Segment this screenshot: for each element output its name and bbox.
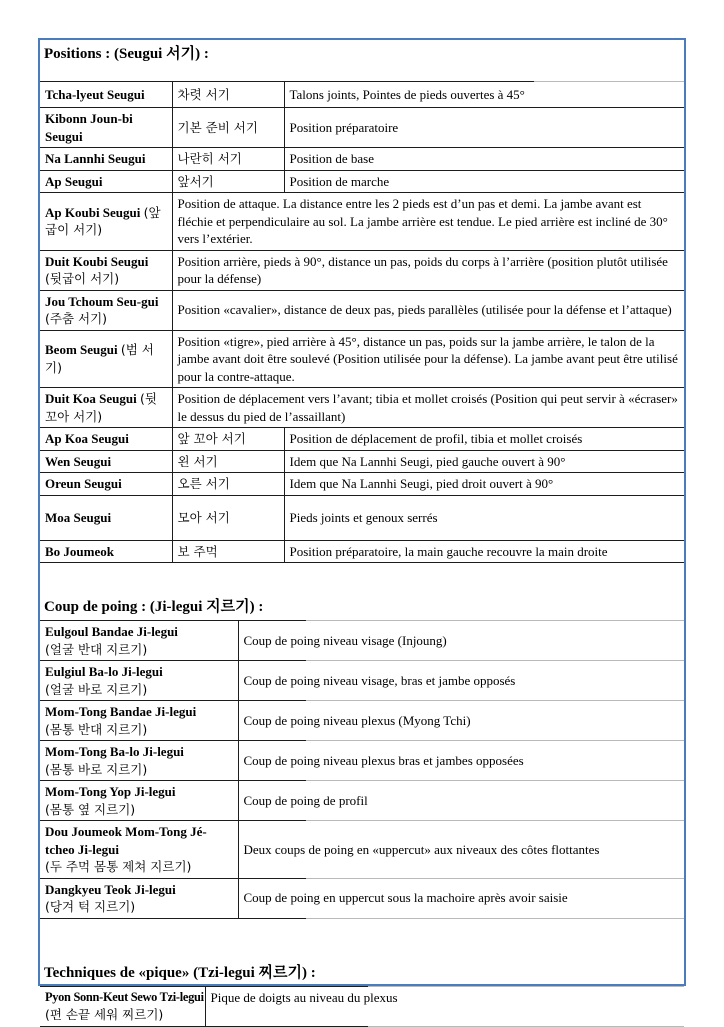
term-cell xyxy=(40,781,238,821)
term-description: Position «tigre», pied arrière à 45°, distance un pas, poids sur la jambe arrière, le talon de la jambe avant doit être soulevé (Position utilisée pour la défense). La jambe avant peut être utilisé pour la contre-attaque. xyxy=(177,333,678,384)
term-cell xyxy=(40,540,172,563)
term-korean: (얼굴 바로 지르기) xyxy=(45,681,148,697)
term-korean: 앞서기 xyxy=(177,173,214,189)
term-korean: 왼 서기 xyxy=(177,453,218,469)
term-description: Coup de poing de profil xyxy=(243,792,368,808)
korean-cell xyxy=(172,428,284,451)
punches-table-body xyxy=(40,621,684,919)
description-cell xyxy=(284,82,684,108)
term-korean: (범 서기) xyxy=(45,342,154,375)
term-name: Pyon Sonn-Keut Sewo Tzi-legui xyxy=(45,989,204,1004)
term-name: Mom-Tong Yop Ji-legui xyxy=(45,784,176,799)
term-cell xyxy=(40,108,172,148)
term-cell xyxy=(40,986,205,1026)
description-cell xyxy=(172,388,684,428)
term-cell xyxy=(40,621,238,661)
term-cell xyxy=(40,495,172,540)
punches-table xyxy=(40,620,684,919)
term-cell xyxy=(40,701,238,741)
term-korean: 기본 준비 서기 xyxy=(177,119,258,135)
section-title-spearhand: Techniques de «pique» (Tzi-legui 찌르기) : xyxy=(44,964,316,981)
term-cell xyxy=(40,82,172,108)
korean-cell xyxy=(172,82,284,108)
korean-cell xyxy=(172,540,284,563)
description-cell xyxy=(284,473,684,496)
table-row xyxy=(40,108,684,148)
term-name: Oreun Seugui xyxy=(45,476,122,491)
term-description: Pique de doigts au niveau du plexus xyxy=(210,989,398,1005)
term-description: Position préparatoire, la main gauche recouvre la main droite xyxy=(289,543,608,559)
description-cell xyxy=(172,330,684,388)
korean-cell xyxy=(172,148,284,171)
term-korean: 나란히 서기 xyxy=(177,151,242,166)
table-row xyxy=(40,250,684,290)
korean-cell xyxy=(172,108,284,148)
term-korean: (몸통 옆 지르기) xyxy=(45,801,136,817)
description-cell xyxy=(284,170,684,193)
description-cell xyxy=(238,821,684,879)
term-korean: 보 주먹 xyxy=(177,543,218,559)
description-cell xyxy=(284,450,684,473)
term-name: Kibonn Joun-bi Seugui xyxy=(45,111,133,144)
description-cell xyxy=(205,986,684,1026)
term-description: Position de déplacement de profil, tibia et mollet croisés xyxy=(289,431,583,446)
term-description: Position de marche xyxy=(289,173,390,189)
term-description: Position arrière, pieds à 90°, distance un pas, poids du corps à l’arrière (position plutôt utilisée pour la défense) xyxy=(177,253,668,286)
term-cell xyxy=(40,661,238,701)
description-cell xyxy=(238,701,684,741)
korean-cell xyxy=(172,473,284,496)
term-name: Eulgoul Bandae Ji-legui xyxy=(45,624,178,639)
korean-cell xyxy=(172,170,284,193)
table-row xyxy=(40,821,684,879)
term-description: Coup de poing niveau visage (Injoung) xyxy=(243,632,447,648)
term-cell xyxy=(40,741,238,781)
term-korean: 앞 꼬아 서기 xyxy=(177,431,246,446)
description-cell xyxy=(238,741,684,781)
term-description: Position de base xyxy=(289,151,374,166)
term-name: Bo Joumeok xyxy=(45,543,114,559)
term-korean: (앞굽이 서기) xyxy=(45,204,161,238)
table-row xyxy=(40,661,684,701)
term-name: Duit Koa Seugui xyxy=(45,391,137,406)
term-name: Dangkyeu Teok Ji-legui xyxy=(45,881,176,897)
term-cell xyxy=(40,170,172,193)
term-name: Ap Seugui xyxy=(45,173,103,189)
term-cell xyxy=(40,450,172,473)
term-cell xyxy=(40,388,172,428)
term-name: Ap Koubi Seugui xyxy=(45,204,141,220)
description-cell xyxy=(238,621,684,661)
term-name: Ap Koa Seugui xyxy=(45,431,129,446)
table-row xyxy=(40,701,684,741)
term-korean: 오른 서기 xyxy=(177,476,230,491)
term-cell xyxy=(40,250,172,290)
term-korean: 모아 서기 xyxy=(177,509,230,525)
document-frame xyxy=(38,38,686,1022)
korean-cell xyxy=(172,450,284,473)
table-row xyxy=(40,495,684,540)
table-row xyxy=(40,450,684,473)
table-row xyxy=(40,741,684,781)
term-korean: (주춤 서기) xyxy=(45,311,108,326)
description-cell xyxy=(284,540,684,563)
table-row xyxy=(40,193,684,251)
term-cell xyxy=(40,821,238,879)
term-korean: (뒷 꼬아 서기) xyxy=(45,391,157,424)
term-name: Wen Seugui xyxy=(45,453,112,469)
term-cell xyxy=(40,148,172,171)
term-description: Talons joints, Pointes de pieds ouvertes à 45° xyxy=(289,86,525,102)
description-cell xyxy=(284,108,684,148)
section-title-positions: Positions : (Seugui 서기) : xyxy=(44,46,209,62)
term-description: Position de attaque. La distance entre les 2 pieds est d’un pas et demi. La jambe avant est fléchie et perpendiculaire au sol. La jambe arrière est tendue. Le pied arrière est incliné de 30° vers l’extérier. xyxy=(177,196,668,246)
term-name: Duit Koubi Seugui xyxy=(45,253,149,269)
term-description: Pieds joints et genoux serrés xyxy=(289,509,438,525)
term-description: Idem que Na Lannhi Seugi, pied gauche ouvert à 90° xyxy=(289,453,566,469)
table-row xyxy=(40,330,684,388)
term-cell xyxy=(40,473,172,496)
description-cell xyxy=(238,781,684,821)
positions-table xyxy=(40,81,684,563)
table-row xyxy=(40,781,684,821)
table-row xyxy=(40,428,684,451)
term-cell xyxy=(40,290,172,330)
term-description: Coup de poing niveau plexus (Myong Tchi) xyxy=(243,712,471,728)
table-row xyxy=(40,878,684,918)
term-korean: (몸통 반대 지르기) xyxy=(45,721,148,737)
term-korean: (몸통 바로 지르기) xyxy=(45,761,148,777)
korean-cell xyxy=(172,495,284,540)
term-description: Position de déplacement vers l’avant; tibia et mollet croisés (Position qui peut servir à «écraser» le dessus du pied de l’assaillant) xyxy=(177,391,678,424)
term-korean: (얼굴 반대 지르기) xyxy=(45,641,148,657)
table-row xyxy=(40,148,684,171)
spearhand-table xyxy=(40,986,684,1027)
term-name: Mom-Tong Bandae Ji-legui xyxy=(45,704,197,719)
term-name: Na Lannhi Seugui xyxy=(45,151,146,166)
term-name: Mom-Tong Ba-lo Ji-legui xyxy=(45,744,184,759)
description-cell xyxy=(238,661,684,701)
table-row xyxy=(40,473,684,496)
term-korean: (편 손끝 세워 찌르기) xyxy=(45,1007,164,1022)
term-korean: (당겨 턱 지르기) xyxy=(45,899,136,914)
description-cell xyxy=(172,250,684,290)
description-cell xyxy=(284,495,684,540)
term-name: Eulgiul Ba-lo Ji-legui xyxy=(45,664,163,679)
term-description: Coup de poing niveau visage, bras et jambe opposés xyxy=(243,672,516,688)
description-cell xyxy=(172,290,684,330)
spearhand-table-body xyxy=(40,986,684,1026)
term-description: Position «cavalier», distance de deux pas, pieds parallèles (utilisée pour la défense et l’attaque) xyxy=(177,302,672,318)
table-row xyxy=(40,986,684,1026)
term-name: Beom Seugui xyxy=(45,342,118,358)
table-row xyxy=(40,290,684,330)
section-title-punches: Coup de poing : (Ji-legui 지르기) : xyxy=(44,599,264,615)
term-cell xyxy=(40,878,238,918)
description-cell xyxy=(238,878,684,918)
term-description: Coup de poing niveau plexus bras et jambes opposées xyxy=(243,752,524,768)
term-korean: 차렷 서기 xyxy=(177,86,230,102)
term-description: Position préparatoire xyxy=(289,119,399,135)
term-korean: (두 주먹 몸통 제쳐 지르기) xyxy=(45,859,192,874)
term-name: Tcha-lyeut Seugui xyxy=(45,86,145,102)
table-row xyxy=(40,82,684,108)
table-row xyxy=(40,540,684,563)
term-cell xyxy=(40,330,172,388)
table-row xyxy=(40,170,684,193)
term-cell xyxy=(40,193,172,251)
description-cell xyxy=(284,148,684,171)
description-cell xyxy=(172,193,684,251)
positions-table-body xyxy=(40,82,684,563)
term-description: Idem que Na Lannhi Seugi, pied droit ouvert à 90° xyxy=(289,476,554,491)
table-row xyxy=(40,388,684,428)
term-name: Moa Seugui xyxy=(45,509,112,525)
term-korean: (뒷굽이 서기) xyxy=(45,271,120,286)
term-description: Deux coups de poing en «uppercut» aux niveaux des côtes flottantes xyxy=(243,841,600,857)
table-row xyxy=(40,621,684,661)
term-name: Dou Joumeok Mom-Tong Jé-tcheo Ji-legui xyxy=(45,824,207,857)
description-cell xyxy=(284,428,684,451)
term-cell xyxy=(40,428,172,451)
term-name: Jou Tchoum Seu-gui xyxy=(45,293,159,309)
term-description: Coup de poing en uppercut sous la machoire après avoir saisie xyxy=(243,890,568,906)
